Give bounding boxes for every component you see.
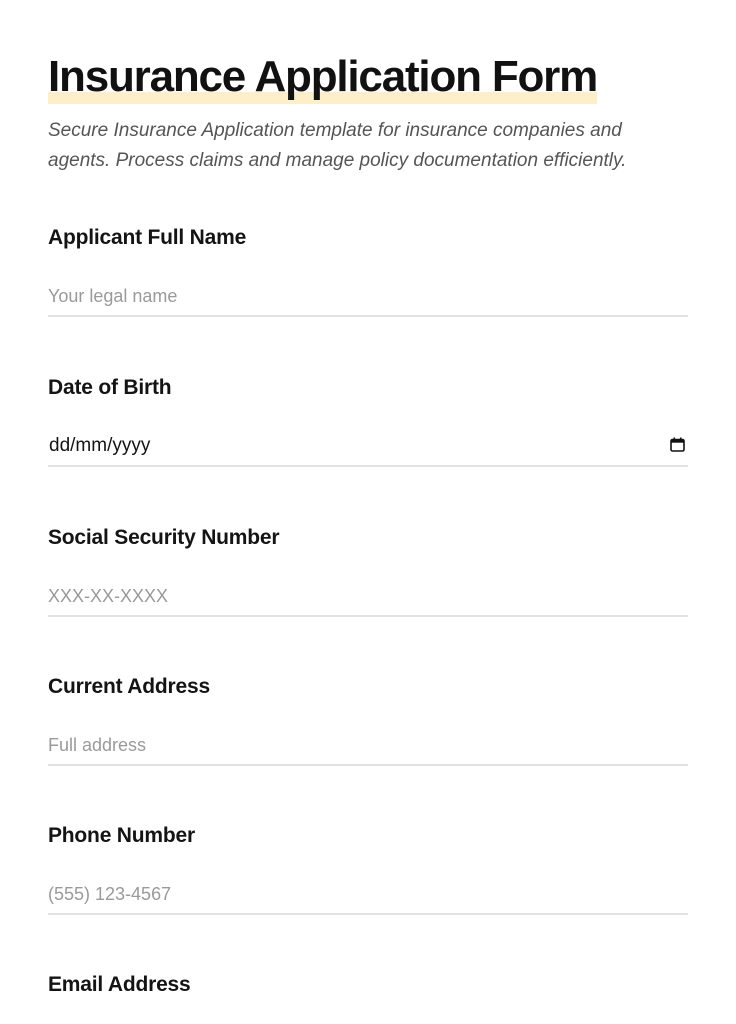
address-field <box>48 674 688 766</box>
calendar-icon[interactable] <box>670 437 685 452</box>
address-input[interactable] <box>48 726 688 766</box>
dob-value: dd/mm/yyyy <box>49 435 151 456</box>
ssn-field <box>48 525 688 617</box>
phone-input[interactable] <box>48 875 688 915</box>
page-subtitle: Secure Insurance Application template for insurance companies and agents. Process claims and manage policy documentation efficiently. <box>48 120 627 171</box>
phone-field <box>48 823 688 915</box>
full-name-input[interactable] <box>48 277 688 317</box>
address-label: Current Address <box>48 675 210 698</box>
dob-label: Date of Birth <box>48 376 172 399</box>
email-label: Email Address <box>48 973 191 996</box>
ssn-input[interactable] <box>48 577 688 617</box>
ssn-label: Social Security Number <box>48 526 280 549</box>
dob-input[interactable] <box>48 427 688 467</box>
full-name-field <box>48 225 688 317</box>
phone-label: Phone Number <box>48 824 195 847</box>
full-name-label: Applicant Full Name <box>48 226 247 249</box>
dob-field <box>48 375 688 467</box>
email-field <box>48 972 688 998</box>
page-title: Insurance Application Form <box>48 52 598 101</box>
page-title-wrap <box>48 52 597 102</box>
